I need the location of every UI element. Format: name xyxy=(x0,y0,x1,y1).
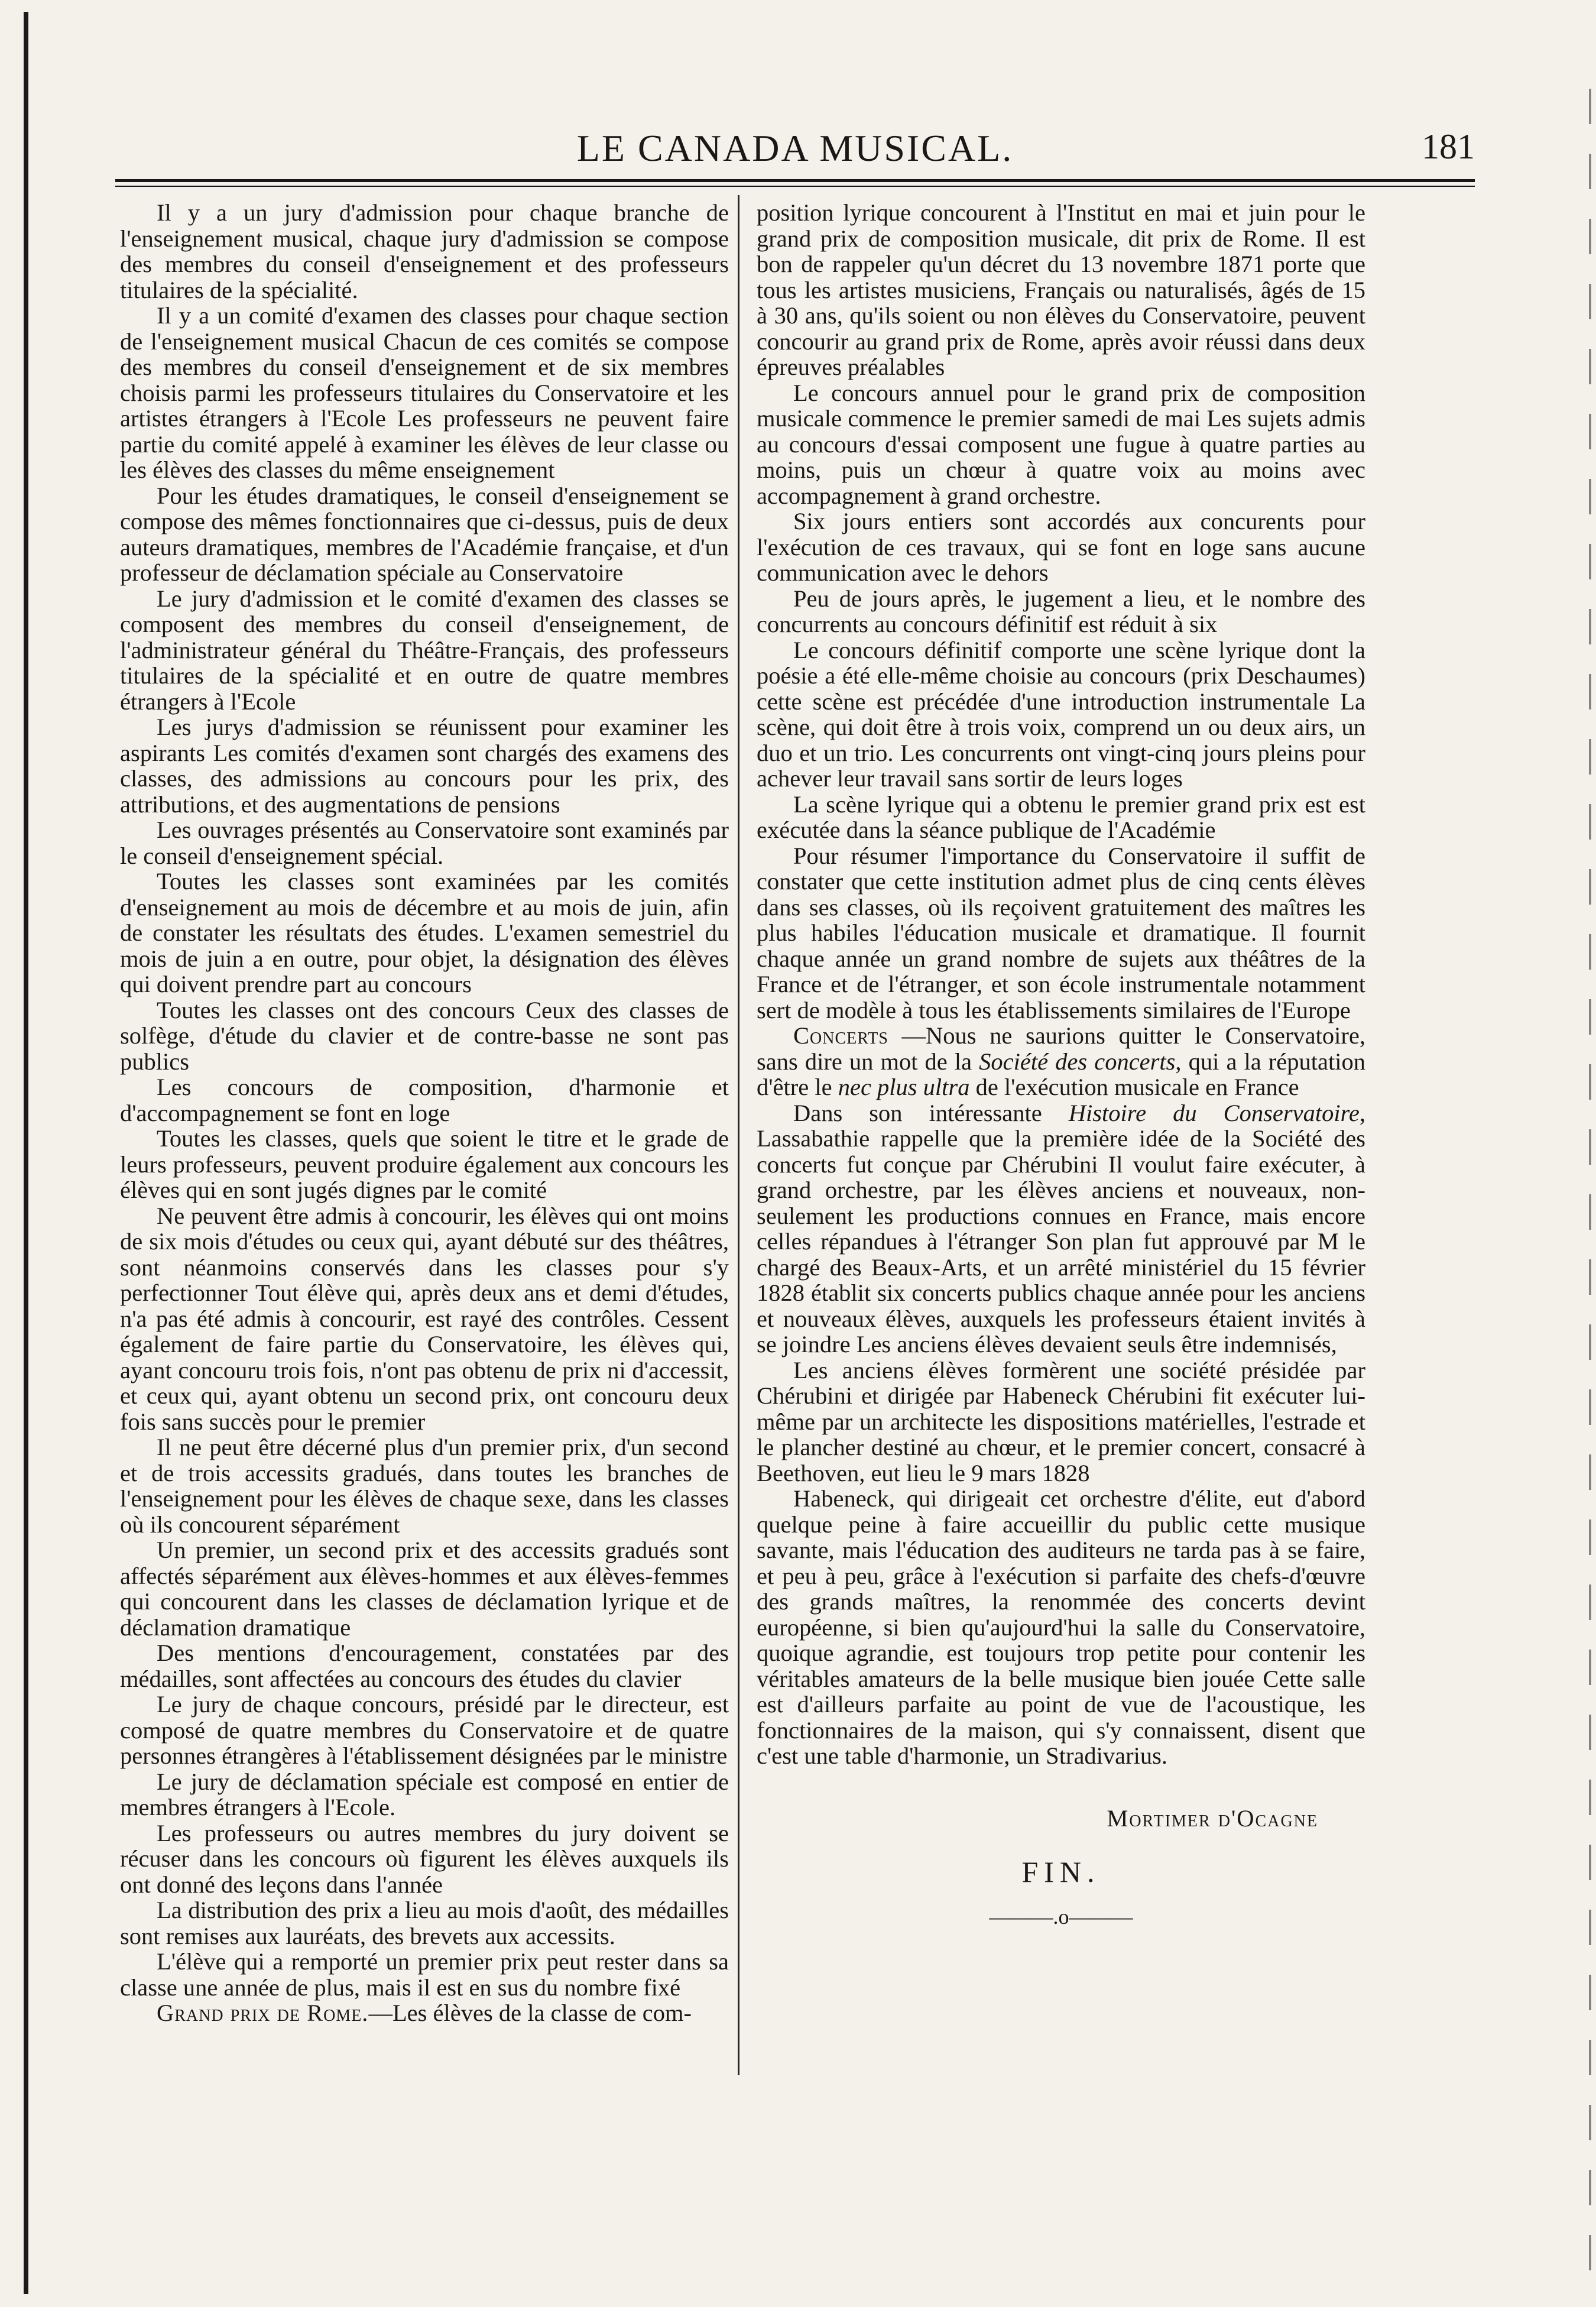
page-binding-edge xyxy=(24,12,28,2294)
fin-mark: FIN. xyxy=(1021,1855,1101,1888)
paragraph: Il ne peut être décerné plus d'un premier prix, d'un second et de trois accessits gradués, dans toutes les branches de l'enseignement pour les élèves de chaque sexe, dans les classes où ils concourent séparément xyxy=(120,1434,729,1538)
lassabathie-text: Dans son intéressante xyxy=(793,1099,1069,1126)
paragraph-continued: position lyrique concourent à l'Institut en mai et juin pour le grand prix de composition musicale, dit prix de Rome. Il est bon de rappeler qu'un décret du 13 novembre 1871 porte que tous les artistes musiciens, Français ou naturalisés, âgés de 15 à 30 ans, qu'ils soient ou non élèves du Conservatoire, peuvent concourir au grand prix de Rome, après avoir réussi dans deux épreuves préalables xyxy=(757,199,1365,380)
paragraph: Les jurys d'admission se réunissent pour examiner les aspirants Les comités d'examen sont chargés des examens des classes, des admissions au concours pour les prix, des attributions, et des augmentations de pensions xyxy=(120,714,729,818)
page-header xyxy=(115,116,1475,175)
paragraph: Le concours définitif comporte une scène lyrique dont la poésie a été elle-même choisie au concours (prix Deschaumes) cette scène est précédée d'une introduction instrumentale La scène, qui doit être à trois voix, comprend un ou deux airs, un duo et un trio. Les concurrents ont vingt-cinq jours pleins pour achever leur travail sans sortir de leurs loges xyxy=(757,636,1365,792)
paragraph: L'élève qui a remporté un premier prix peut rester dans sa classe une année de plus, mais il est en sus du nombre fixé xyxy=(120,1948,729,2001)
section-heading-grand-prix: Grand prix de Rome. xyxy=(157,2000,369,2026)
left-column xyxy=(120,200,729,2026)
end-ornament: ———.o——— xyxy=(989,1904,1133,1929)
paragraph: Le jury de déclamation spéciale est composé en entier de membres étrangers à l'Ecole. xyxy=(120,1768,729,1820)
concerts-text: —Nous ne saurions quitter le Conservatoire, sans dire un mot de la xyxy=(757,1022,1365,1075)
concerts-text: de l'exécution musicale en France xyxy=(969,1074,1299,1100)
right-column xyxy=(757,200,1365,1930)
section-heading-concerts: Concerts xyxy=(793,1022,888,1049)
paragraph: Les ouvrages présentés au Conservatoire sont examinés par le conseil d'enseignement spécial. xyxy=(120,816,729,869)
concerts-italic-societe: Société des concerts xyxy=(979,1048,1176,1075)
concerts-text: , qui a la réputation d'être le xyxy=(757,1048,1366,1100)
lassabathie-paragraph xyxy=(757,1100,1365,1357)
concerts-paragraph xyxy=(757,1023,1365,1100)
paragraph: Toutes les classes ont des concours Ceux des classes de solfège, d'étude du clavier et de contre-basse ne sont pas publics xyxy=(120,996,729,1075)
paragraph: La scène lyrique qui a obtenu le premier grand prix est est exécutée dans la séance publique de l'Académie xyxy=(757,790,1365,843)
paragraph: Un premier, un second prix et des accessits gradués sont affectés séparément aux élèves-hommes et aux élèves-femmes qui concourent dans les classes de déclamation lyrique et de déclamation dramatique xyxy=(120,1537,729,1641)
lassabathie-text: , Lassabathie rappelle que la première idée de la Société des concerts fut conçue par Chérubini Il voulut faire exécuter, à grand orchestre, par les élèves anciens et nouveaux, non-seulement les productions connues en France, mais encore celles répandues à l'étranger Son plan fut approuvé par M le chargé des Beaux-Arts, et un arrêté ministériel du 15 février 1828 établit six concerts publics chaque année pour les anciens et nouveaux élèves, auxquels les professeurs étaient invités à se joindre Les anciens élèves devaient seuls être indemnisés, xyxy=(757,1099,1365,1357)
column-divider xyxy=(738,195,739,2075)
paragraph: Toutes les classes, quels que soient le titre et le grade de leurs professeurs, peuvent produire également aux concours les élèves qui en sont jugés dignes par le comité xyxy=(120,1125,729,1203)
paragraph: Il y a un jury d'admission pour chaque branche de l'enseignement musical, chaque jury d'admission se compose des membres du conseil d'enseignement et des professeurs titulaires de la spécialité. xyxy=(120,199,729,303)
grand-prix-text: —Les élèves de la classe de com- xyxy=(368,2000,692,2026)
paragraph: Habeneck, qui dirigeait cet orchestre d'élite, eut d'abord quelque peine à faire accueillir du public cette musique savante, mais l'éducation des auditeurs ne tarda pas à se faire, et peu à peu, grâce à l'exécution si parfaite des chefs-d'œuvre des grands maîtres, la renommée des concerts devint européenne, si bien qu'aujourd'hui la salle du Conservatoire, quoique agrandie, est toujours trop petite pour contenir les véritables amateurs de la belle musique bien jouée Cette salle est d'ailleurs parfaite au point de vue de l'acoustique, les fonctionnaires de la maison, qui s'y connaissent, disent que c'est une table d'harmonie, un Stradivarius. xyxy=(757,1485,1365,1769)
paragraph: Le jury de chaque concours, présidé par le directeur, est composé de quatre membres du Conservatoire et de quatre personnes étrangères à l'établissement désignées par le ministre xyxy=(120,1691,729,1769)
paragraph: Pour résumer l'importance du Conservatoire il suffit de constater que cette institution admet plus de cinq cents élèves dans ses classes, où ils reçoivent gratuitement des maîtres les plus habiles l'éducation musicale et dramatique. Il fournit chaque année un grand nombre de sujets aux théâtres de la France et de l'étranger, et son école instrumentale notamment sert de modèle à tous les établissements similaires de l'Europe xyxy=(757,842,1365,1023)
paragraph: Le jury d'admission et le comité d'examen des classes se composent des membres du conseil d'enseignement, de l'administrateur général du Théâtre-Français, des professeurs titulaires de la spécialité et en outre de quatre membres étrangers à l'Ecole xyxy=(120,585,729,715)
paragraph: Les concours de composition, d'harmonie et d'accompagnement se font en loge xyxy=(120,1074,729,1126)
paragraph: Des mentions d'encouragement, constatées par des médailles, sont affectées au concours des études du clavier xyxy=(120,1639,729,1692)
journal-title: LE CANADA MUSICAL. xyxy=(576,127,1014,169)
header-rule-thick xyxy=(115,179,1475,182)
paragraph: Pour les études dramatiques, le conseil d'enseignement se compose des mêmes fonctionnaires que ci-dessus, puis de deux auteurs dramatiques, membres de l'Académie française, et d'un professeur de déclamation spéciale au Conservatoire xyxy=(120,482,729,586)
paragraph: Il y a un comité d'examen des classes pour chaque section de l'enseignement musical Chacun de ces comités se compose des membres du conseil d'enseignement et de six membres choisis parmi les professeurs titulaires du Conservatoire et les artistes étrangers à l'Ecole Les professeurs ne peuvent faire partie du comité appelé à examiner les élèves de leur classe ou les élèves des classes du même enseignement xyxy=(120,302,729,483)
page-number: 181 xyxy=(1422,127,1475,166)
book-title: Histoire du Conservatoire xyxy=(1068,1099,1360,1126)
concerts-italic-nec-plus-ultra: nec plus ultra xyxy=(838,1074,970,1100)
author-signature: Mortimer d'Ocagne xyxy=(1107,1804,1318,1832)
paragraph: Les professeurs ou autres membres du jury doivent se récuser dans les concours où figurent les élèves auxquels ils ont donné des leçons dans l'année xyxy=(120,1819,729,1898)
page-scan-edge xyxy=(1589,89,1591,2276)
paragraph: Peu de jours après, le jugement a lieu, et le nombre des concurrents au concours définitif est réduit à six xyxy=(757,585,1365,637)
paragraph: Les anciens élèves formèrent une société présidée par Chérubini et dirigée par Habeneck Chérubini fit exécuter lui-même par un architecte les dispositions matérielles, l'estrade et le plancher destiné au chœur, et le premier concert, consacré à Beethoven, eut lieu le 9 mars 1828 xyxy=(757,1356,1365,1486)
paragraph: Ne peuvent être admis à concourir, les élèves qui ont moins de six mois d'études ou ceux qui, ayant débuté sur des théâtres, sont néanmoins conservés dans les classes pour s'y perfectionner Tout élève qui, après deux ans et demi d'études, n'a pas été admis à concourir, est rayé des contrôles. Cessent également de faire partie du Conservatoire, les élèves qui, ayant concouru trois fois, n'ont pas obtenu de prix ni d'accessit, et ceux qui, ayant obtenu un second prix, ont concouru deux fois sans succès pour le premier xyxy=(120,1202,729,1435)
header-rule-thin xyxy=(115,186,1475,187)
paragraph: La distribution des prix a lieu au mois d'août, des médailles sont remises aux lauréats, des brevets aux accessits. xyxy=(120,1897,729,1949)
grand-prix-paragraph xyxy=(120,2000,729,2026)
paragraph: Six jours entiers sont accordés aux concurents pour l'exécution de ces travaux, qui se font en loge sans aucune communication avec le dehors xyxy=(757,508,1365,586)
paragraph: Le concours annuel pour le grand prix de composition musicale commence le premier samedi de mai Les sujets admis au concours d'essai composent une fugue à quatre parties au moins, puis un chœur à quatre voix au moins avec accompagnement à grand orchestre. xyxy=(757,379,1365,509)
paragraph: Toutes les classes sont examinées par les comités d'enseignement au mois de décembre et au mois de juin, afin de constater les résultats des études. L'examen semestriel du mois de juin a en outre, pour objet, la désignation des élèves qui doivent prendre part au concours xyxy=(120,868,729,997)
